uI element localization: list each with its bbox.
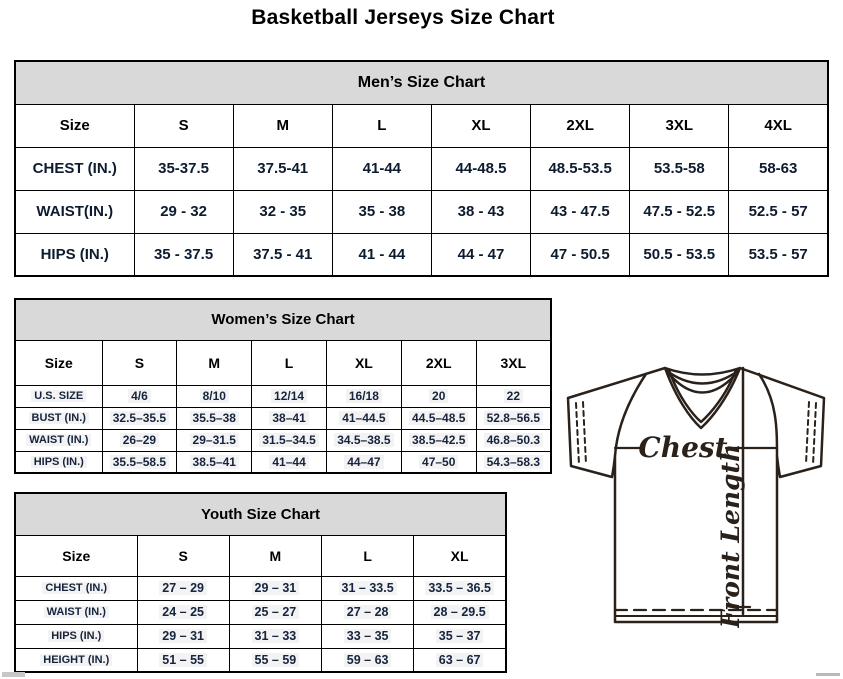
size-column-header: M [233,104,332,147]
row-label: WAIST (IN.) [15,600,137,624]
measurement-value-cell: 63 – 67 [414,648,506,672]
table-row [15,576,506,600]
measurement-value-cell: 35-37.5 [134,147,233,190]
measurement-value-cell: 38 - 43 [431,190,530,233]
row-label: WAIST(IN.) [15,190,134,233]
row-label: BUST (IN.) [15,407,102,429]
measurement-value-cell: 51 – 55 [137,648,229,672]
size-column-header: M [229,535,321,576]
measurement-value-cell: 44-48.5 [431,147,530,190]
table-row [15,233,828,276]
measurement-value-cell: 4/6 [102,385,177,407]
table-row [15,600,506,624]
measurement-value-cell: 41 - 44 [332,233,431,276]
jersey-outline [568,368,824,622]
measurement-value-cell: 44.5–48.5 [401,407,476,429]
measurement-value-cell: 27 – 29 [137,576,229,600]
measurement-value-cell: 25 – 27 [229,600,321,624]
table-row [15,407,551,429]
size-column-header: 2XL [401,340,476,385]
measurement-value-cell: 22 [476,385,551,407]
measurement-value-cell: 47 - 50.5 [531,233,630,276]
measurement-value-cell: 59 – 63 [322,648,414,672]
table-title: Women’s Size Chart [15,299,551,340]
measurement-value-cell: 35 – 37 [414,624,506,648]
measurement-value-cell: 35.5–58.5 [102,451,177,473]
measurement-value-cell: 20 [401,385,476,407]
row-label: CHEST (IN.) [15,576,137,600]
row-label: WAIST (IN.) [15,429,102,451]
size-header-cell: Size [15,535,137,576]
measurement-value-cell: 50.5 - 53.5 [630,233,729,276]
measurement-value-cell: 47.5 - 52.5 [630,190,729,233]
size-column-header: L [252,340,327,385]
measurement-value-cell: 33.5 – 36.5 [414,576,506,600]
size-column-header: XL [326,340,401,385]
measurement-value-cell: 31 – 33 [229,624,321,648]
measurement-value-cell: 28 – 29.5 [414,600,506,624]
row-label: U.S. SIZE [15,385,102,407]
measurement-value-cell: 34.5–38.5 [326,429,401,451]
size-column-header: 4XL [729,104,828,147]
size-column-header: S [137,535,229,576]
measurement-value-cell: 29 - 32 [134,190,233,233]
size-column-header: XL [431,104,530,147]
measurement-value-cell: 31.5–34.5 [252,429,327,451]
front-length-label: Front Length [716,443,745,628]
size-column-header: 2XL [531,104,630,147]
measurement-value-cell: 52.8–56.5 [476,407,551,429]
measurement-value-cell: 33 – 35 [322,624,414,648]
measurement-value-cell: 38.5–41 [177,451,252,473]
measurement-value-cell: 38–41 [252,407,327,429]
row-label: HEIGHT (IN.) [15,648,137,672]
row-label: HIPS (IN.) [15,624,137,648]
table-row [15,451,551,473]
measurement-value-cell: 16/18 [326,385,401,407]
measurement-value-cell: 35 - 38 [332,190,431,233]
mens-size-chart-table [14,60,829,277]
measurement-value-cell: 53.5-58 [630,147,729,190]
table-title: Men’s Size Chart [15,61,828,104]
measurement-value-cell: 47–50 [401,451,476,473]
size-column-header: M [177,340,252,385]
measurement-value-cell: 35 - 37.5 [134,233,233,276]
measurement-value-cell: 44 - 47 [431,233,530,276]
page-title: Basketball Jerseys Size Chart [251,6,555,29]
table-row [15,429,551,451]
measurement-value-cell: 29 – 31 [137,624,229,648]
size-column-header: 3XL [476,340,551,385]
measurement-value-cell: 48.5-53.5 [531,147,630,190]
size-column-header: L [332,104,431,147]
measurement-value-cell: 46.8–50.3 [476,429,551,451]
youth-size-chart-table [14,492,507,673]
measurement-value-cell: 41–44 [252,451,327,473]
size-column-header: XL [414,535,506,576]
row-label: HIPS (IN.) [15,451,102,473]
measurement-value-cell: 53.5 - 57 [729,233,828,276]
measurement-value-cell: 41-44 [332,147,431,190]
jersey-measurement-diagram [556,356,840,628]
measurement-value-cell: 26–29 [102,429,177,451]
table-title: Youth Size Chart [15,493,506,535]
measurement-value-cell: 24 – 25 [137,600,229,624]
table-row [15,385,551,407]
measurement-value-cell: 29–31.5 [177,429,252,451]
measurement-value-cell: 32 - 35 [233,190,332,233]
table-row [15,624,506,648]
measurement-value-cell: 58-63 [729,147,828,190]
row-label: CHEST (IN.) [15,147,134,190]
measurement-value-cell: 32.5–35.5 [102,407,177,429]
womens-size-chart-table [14,298,552,474]
measurement-value-cell: 8/10 [177,385,252,407]
row-label: HIPS (IN.) [15,233,134,276]
measurement-value-cell: 38.5–42.5 [401,429,476,451]
measurement-value-cell: 55 – 59 [229,648,321,672]
measurement-value-cell: 37.5-41 [233,147,332,190]
measurement-value-cell: 12/14 [252,385,327,407]
page-edge-fragment-right [816,673,840,676]
measurement-value-cell: 44–47 [326,451,401,473]
measurement-value-cell: 54.3–58.3 [476,451,551,473]
page-edge-fragment-left [2,672,25,677]
size-column-header: L [322,535,414,576]
measurement-value-cell: 43 - 47.5 [531,190,630,233]
measurement-value-cell: 27 – 28 [322,600,414,624]
measurement-value-cell: 37.5 - 41 [233,233,332,276]
measurement-value-cell: 31 – 33.5 [322,576,414,600]
measurement-value-cell: 35.5–38 [177,407,252,429]
size-column-header: S [134,104,233,147]
measurement-value-cell: 52.5 - 57 [729,190,828,233]
table-row [15,147,828,190]
size-header-cell: Size [15,340,102,385]
size-column-header: S [102,340,177,385]
measurement-value-cell: 29 – 31 [229,576,321,600]
right-armhole-seam [759,374,777,456]
size-header-cell: Size [15,104,134,147]
chest-label: Chest [638,431,728,464]
table-row [15,648,506,672]
size-column-header: 3XL [630,104,729,147]
table-row [15,190,828,233]
measurement-value-cell: 41–44.5 [326,407,401,429]
